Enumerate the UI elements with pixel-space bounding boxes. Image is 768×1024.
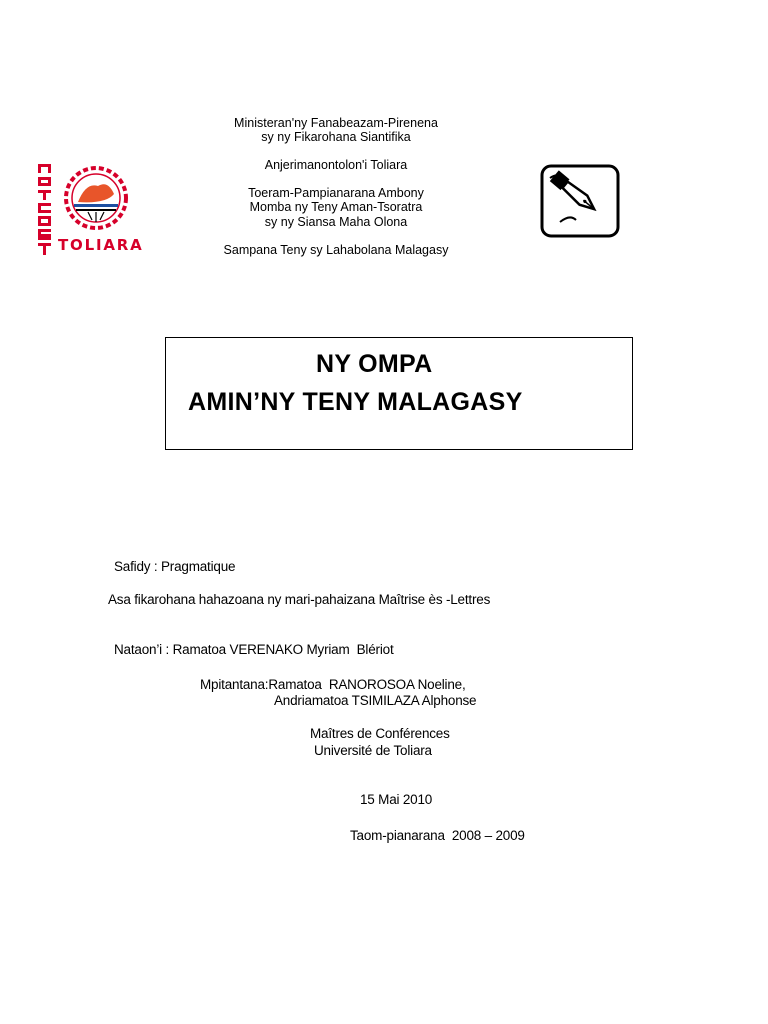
school-line-2: Momba ny Teny Aman-Tsoratra: [249, 200, 423, 214]
title-box: [165, 337, 633, 450]
ministry-line-2: sy ny Fikarohana Siantifika: [261, 130, 411, 144]
academic-year: Taom-pianarana 2008 – 2009: [350, 828, 525, 843]
author: Nataon’i : Ramatoa VERENAKO Myriam Blériot: [114, 642, 394, 657]
title-line-1: NY OMPA: [316, 350, 433, 378]
submission-date: 15 Mai 2010: [360, 792, 433, 807]
supervisors-line-1: Mpitantana:Ramatoa RANOROSOA Noeline,: [200, 677, 466, 692]
pen-emblem: [540, 164, 620, 238]
department-name: Sampana Teny sy Lahabolana Malagasy: [223, 243, 449, 257]
logo-wordmark: TOLIARA: [58, 236, 144, 254]
school-line-1: Toeram-Pampianarana Ambony: [248, 186, 424, 200]
fountain-pen-icon: [540, 164, 620, 238]
field-of-study: Safidy : Pragmatique: [114, 559, 236, 574]
title-line-2: AMIN’NY TENY MALAGASY: [188, 388, 523, 416]
supervisors-line-2: Andriamatoa TSIMILAZA Alphonse: [274, 693, 477, 708]
supervisor-rank: Maîtres de Conférences: [310, 726, 450, 741]
thesis-purpose: Asa fikarohana hahazoana ny mari-pahaizana Maîtrise ès -Lettres: [108, 592, 491, 607]
supervisor-institution: Université de Toliara: [314, 743, 432, 758]
university-name: Anjerimanontolon'i Toliara: [264, 158, 408, 172]
school-line-3: sy ny Siansa Maha Olona: [264, 215, 408, 229]
ministry-line-1: Ministeran'ny Fanabeazam-Pirenena: [234, 116, 438, 130]
university-logo: [34, 158, 144, 262]
